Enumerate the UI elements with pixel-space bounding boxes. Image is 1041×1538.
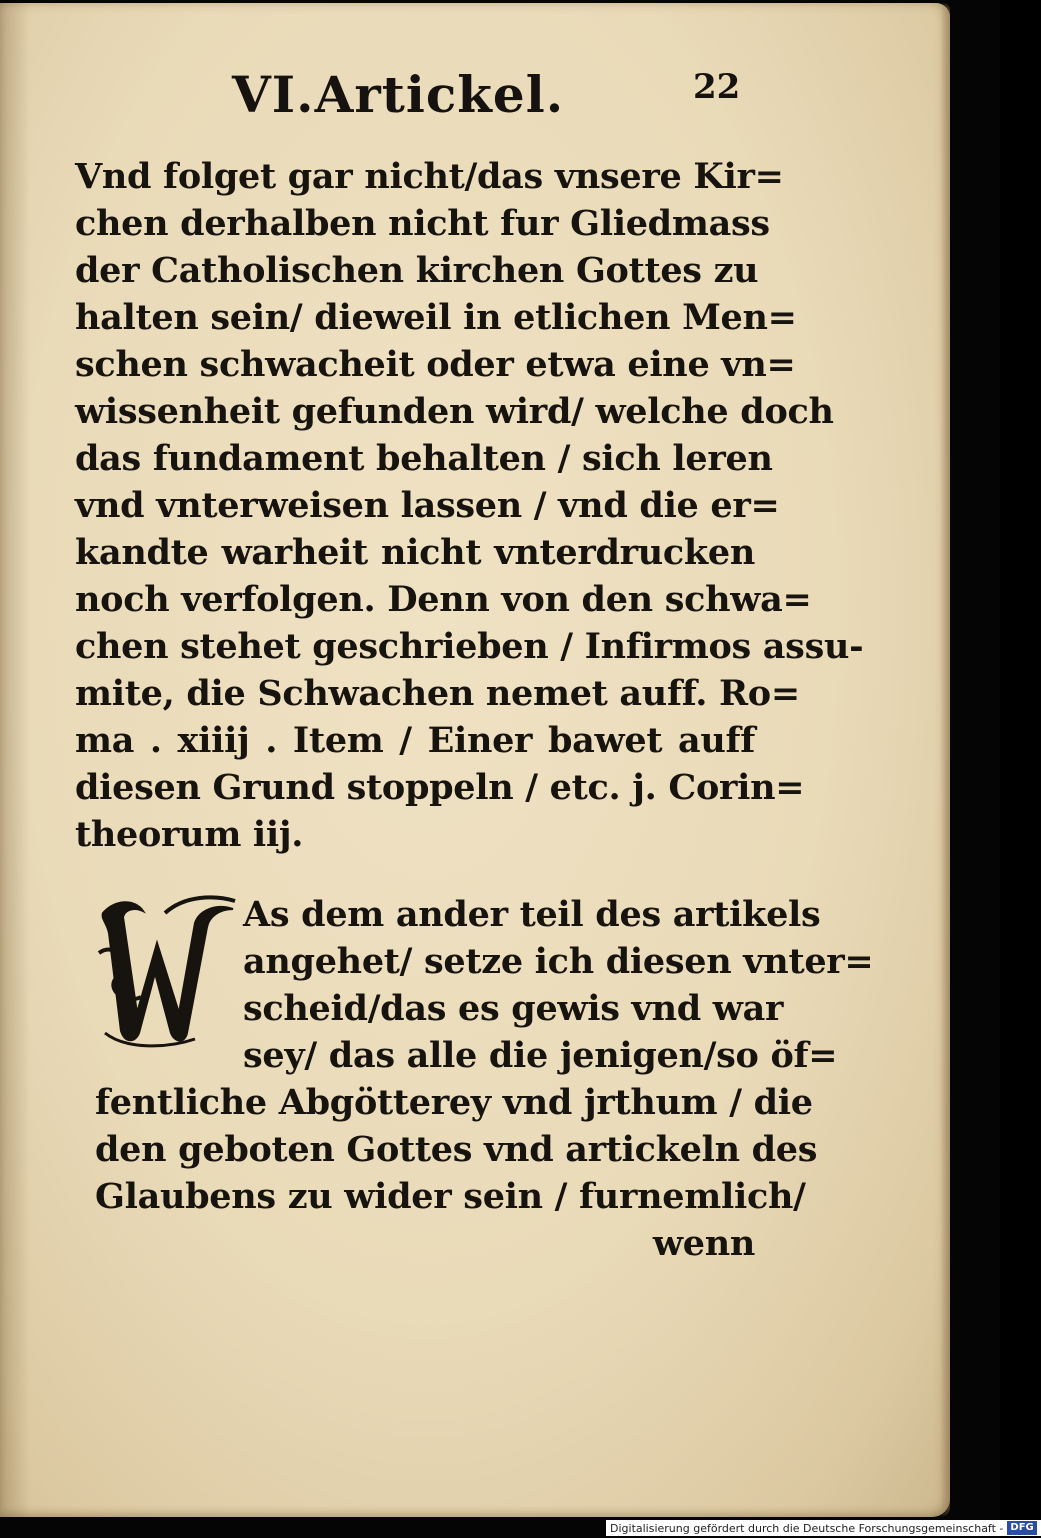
text-line: chen derhalben nicht fur Gliedmass <box>75 203 770 244</box>
paragraph-1 <box>75 153 864 858</box>
text-line: wissenheit gefunden wird/ welche doch <box>75 391 834 432</box>
catchword: wenn <box>652 1223 755 1264</box>
running-head: VI.Artickel. <box>232 65 565 124</box>
text-line: vnd vnterweisen lassen / vnd die er= <box>75 485 780 526</box>
text-line: den geboten Gottes vnd artickeln des <box>95 1129 818 1170</box>
paragraph-2 <box>95 891 874 1267</box>
text-line: Glaubens zu wider sein / furnemlich/ <box>95 1176 806 1217</box>
text-line: angehet/ setze ich diesen vnter= <box>243 941 874 982</box>
dfg-logo: DFG <box>1007 1521 1036 1535</box>
digitization-credit <box>606 1520 1041 1536</box>
text-line: sey/ das alle die jenigen/so öf= <box>243 1035 838 1076</box>
text-line: As dem ander teil des artikels <box>243 894 821 935</box>
text-line: ma . xiiij . Item / Einer bawet auff <box>75 720 755 761</box>
text-line: schen schwacheit oder etwa eine vn= <box>75 344 796 385</box>
text-line: scheid/das es gewis vnd war <box>243 988 784 1029</box>
text-line: Vnd folget gar nicht/das vnsere Kir= <box>75 156 784 197</box>
initial-letter: W <box>95 893 97 894</box>
text-line: noch verfolgen. Denn von den schwa= <box>75 579 812 620</box>
gutter-shadow <box>0 3 30 1517</box>
text-line: kandte warheit nicht vnterdrucken <box>75 532 755 573</box>
book-page <box>0 3 950 1517</box>
text-line: halten sein/ dieweil in etlichen Men= <box>75 297 797 338</box>
page-number: 22 <box>693 67 741 107</box>
text-line: fentliche Abgötterey vnd jrthum / die <box>95 1082 813 1123</box>
text-line: der Catholischen kirchen Gottes zu <box>75 250 759 291</box>
text-line: das fundament behalten / sich leren <box>75 438 773 479</box>
text-line: diesen Grund stoppeln / etc. j. Corin= <box>75 767 805 808</box>
text-line: chen stehet geschrieben / Infirmos assu- <box>75 626 864 667</box>
credit-text: Digitalisierung gefördert durch die Deutsche Forschungsgemeinschaft - <box>610 1521 1004 1535</box>
text-line: theorum iij. <box>75 814 304 855</box>
page-edge <box>940 3 950 1517</box>
text-line: mite, die Schwachen nemet auff. Ro= <box>75 673 800 714</box>
